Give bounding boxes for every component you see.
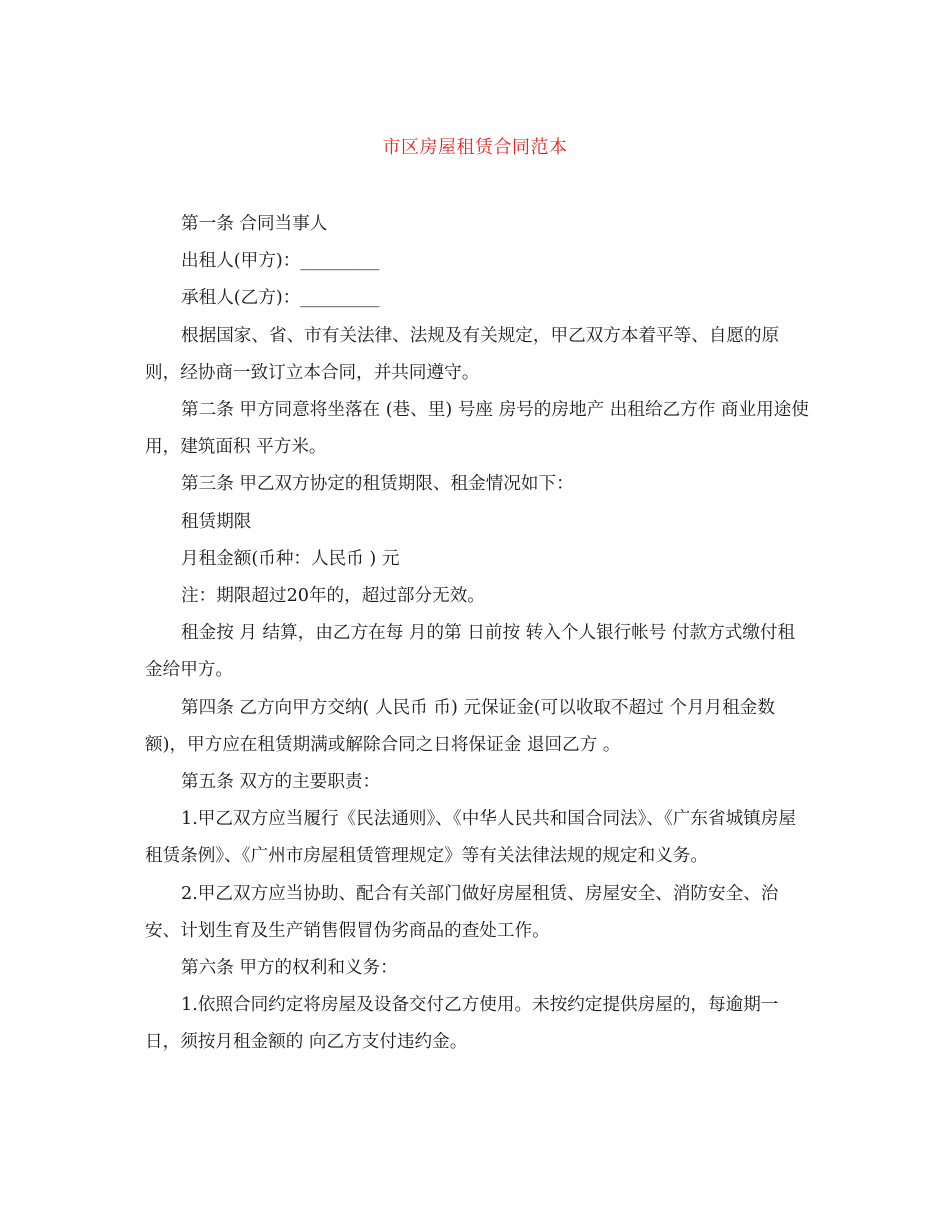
paragraph-preamble: 根据国家、省、市有关法律、法规及有关规定，甲乙双方本着平等、自愿的原则，经协商一致订立本合同，并共同遵守。 [145,325,780,383]
paragraph-article-6-heading: 第六条 甲方的权利和义务： [181,958,398,979]
paragraph-article-5-heading: 第五条 双方的主要职责： [181,772,381,793]
document-title: 市区房屋租赁合同范本 [382,137,568,158]
paragraph-article-3-heading: 第三条 甲乙双方协定的租赁期限、租金情况如下： [181,474,574,495]
paragraph-article-5-item-1: 1.甲乙双方应当履行《民法通则》、《中华人民共和国合同法》、《广东省城镇房屋租赁条例》、《广州市房屋租赁管理规定》等有关法律法规的规定和义务。 [145,809,796,867]
paragraph-article-5-item-2: 2.甲乙双方应当协助、配合有关部门做好房屋租赁、房屋安全、消防安全、治安、计划生育及生产销售假冒伪劣商品的查处工作。 [145,883,779,941]
paragraph-rent-settlement: 租金按 月 结算，由乙方在每 月的第 日前按 转入个人银行帐号 付款方式缴付租金给甲方。 [145,623,796,681]
paragraph-lessor: 出租人(甲方)：_________ [181,251,380,272]
paragraph-article-1-heading: 第一条 合同当事人 [181,214,328,234]
paragraph-monthly-rent: 月租金额(币种：人民币 ) 元 [181,548,400,569]
paragraph-article-4: 第四条 乙方向甲方交纳( 人民币 币) 元保证金(可以收取不超过 个月月租金数额)，甲方应在租赁期满或解除合同之日将保证金 退回乙方 。 [145,697,775,755]
paragraph-lessee: 承租人(乙方)：_________ [181,288,380,309]
document-body [145,206,810,1062]
paragraph-article-6-item-1: 1.依照合同约定将房屋及设备交付乙方使用。未按约定提供房屋的，每逾期一日，须按月租金额的 向乙方支付违约金。 [145,995,779,1053]
paragraph-lease-term: 租赁期限 [181,511,252,532]
paragraph-article-2: 第二条 甲方同意将坐落在 (巷、里) 号座 房号的房地产 出租给乙方作 商业用途使用，建筑面积 平方米。 [145,400,809,458]
paragraph-note: 注：期限超过20年的，超过部分无效。 [181,586,485,607]
